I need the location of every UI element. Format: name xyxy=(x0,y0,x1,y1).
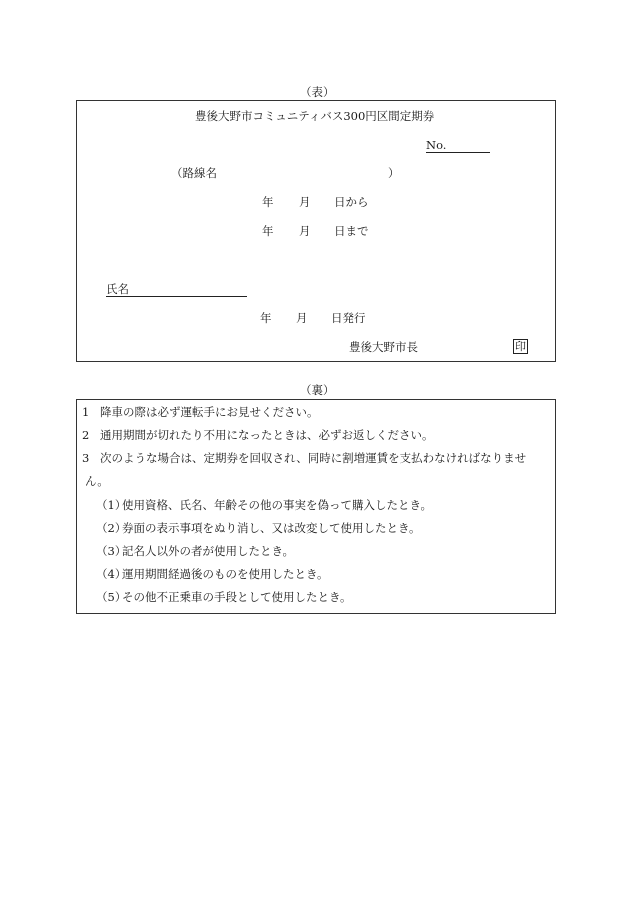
back-subitem-3: （3）記名人以外の者が使用したとき。 xyxy=(96,544,295,558)
back-subitem-4: （4）運用期間経過後のものを使用したとき。 xyxy=(96,567,329,581)
route-open: （路線名 xyxy=(171,166,217,180)
seal-icon: 印 xyxy=(515,340,526,353)
name-label: 氏名 xyxy=(106,284,247,297)
back-subitem-1: （1）使用資格、氏名、年齢その他の事実を偽って購入したとき。 xyxy=(96,498,433,512)
back-item-3-continued: ん。 xyxy=(85,474,109,488)
period-to-year: 年 xyxy=(262,224,274,238)
period-from-month: 月 xyxy=(299,195,311,209)
back-item-2: 2 通用期間が切れたり不用になったときは、必ずお返しください。 xyxy=(82,428,434,442)
issuer-name: 豊後大野市長 xyxy=(349,340,418,354)
route-close: ） xyxy=(388,166,400,180)
seal-mark xyxy=(513,339,528,354)
issue-year: 年 xyxy=(260,311,272,325)
ticket-title: 豊後大野市コミュニティバス300円区間定期券 xyxy=(195,109,435,123)
back-item-3: 3 次のような場合は、定期券を回収され、同時に割増運賃を支払わなければなりませ xyxy=(82,451,527,465)
back-heading: （裏） xyxy=(300,383,335,397)
issue-day: 日発行 xyxy=(331,311,366,325)
back-subitem-2: （2）券面の表示事項をぬり消し、又は改変して使用したとき。 xyxy=(96,521,421,535)
back-item-1: 1 降車の際は必ず運転手にお見せください。 xyxy=(82,405,319,419)
front-heading: （表） xyxy=(300,85,335,99)
period-from-day: 日から xyxy=(334,195,369,209)
ticket-number-label: No. xyxy=(426,140,490,153)
back-subitem-5: （5）その他不正乗車の手段として使用したとき。 xyxy=(96,590,352,604)
issue-month: 月 xyxy=(296,311,308,325)
ticket-number xyxy=(426,140,490,153)
name-field xyxy=(106,284,247,297)
period-from-year: 年 xyxy=(262,195,274,209)
period-to-month: 月 xyxy=(299,224,311,238)
period-to-day: 日まで xyxy=(334,224,369,238)
